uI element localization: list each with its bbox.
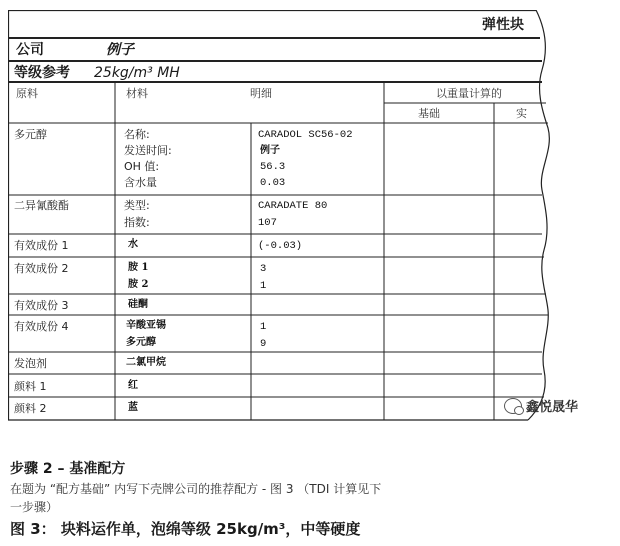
col-weight-header: 以重量计算的 <box>436 87 502 100</box>
step-description-line1: 在题为 “配方基础” 内写下壳牌公司的推荐配方 - 图 3 （TDI 计算见下 <box>10 482 382 496</box>
item-stannous-octoate: 辛酸亚锡 <box>126 320 166 331</box>
value-polyol: 9 <box>260 338 267 350</box>
value-oh: 56.3 <box>260 161 286 173</box>
item-silicone: 硅酮 <box>128 299 148 310</box>
value-amine-2: 1 <box>260 280 267 292</box>
raw-blowing-agent: 发泡剂 <box>14 357 47 370</box>
value-amine-1: 3 <box>260 263 267 275</box>
raw-active-1: 有效成份 1 <box>14 239 69 252</box>
col-raw-header: 原料 <box>16 87 38 100</box>
item-send-time: 发送时间: <box>124 144 172 157</box>
step-description-line2: 一步骤） <box>10 500 59 514</box>
value-polyol-name: CARADOL SC56-02 <box>258 129 353 141</box>
item-name: 名称: <box>124 128 150 141</box>
item-water-content: 含水量 <box>124 176 157 189</box>
col-base-header: 基础 <box>418 107 440 120</box>
col-material-header: 材料 <box>126 87 148 100</box>
item-red: 红 <box>128 380 138 391</box>
raw-isocyanate: 二异氰酸酯 <box>14 199 69 212</box>
raw-active-2: 有效成份 2 <box>14 262 69 275</box>
value-isocyanate-type: CARADATE 80 <box>258 200 328 212</box>
company-label: 公司 <box>16 42 44 58</box>
item-oh-value: OH 值: <box>124 160 160 173</box>
item-water: 水 <box>128 239 138 250</box>
item-amine-1: 胺 1 <box>128 262 149 273</box>
formulation-sheet <box>8 10 552 428</box>
item-dichloromethane: 二氯甲烷 <box>126 357 166 368</box>
item-type: 类型: <box>124 199 150 212</box>
grade-value: 25kg/m³ MH <box>94 65 180 81</box>
col-actual-header: 实 <box>516 107 527 120</box>
grade-label: 等级参考 <box>14 65 70 81</box>
raw-active-3: 有效成份 3 <box>14 299 69 312</box>
item-amine-2: 胺 2 <box>128 279 149 290</box>
wechat-icon <box>504 398 522 414</box>
raw-pigment-2: 颜料 2 <box>14 402 47 415</box>
sheet-grid <box>8 10 552 428</box>
value-water: 0.03 <box>260 177 286 189</box>
item-index: 指数: <box>124 216 150 229</box>
value-send-time: 例子 <box>260 145 280 156</box>
value-water-active: (-0.03) <box>258 240 303 252</box>
raw-active-4: 有效成份 4 <box>14 320 69 333</box>
step-title: 步骤 2 – 基准配方 <box>10 461 126 477</box>
item-polyol: 多元醇 <box>126 337 156 348</box>
watermark <box>504 396 578 415</box>
value-stannous-octoate: 1 <box>260 321 267 333</box>
figure-caption: 图 3： 块料运作单，泡绵等级 25kg/m³，中等硬度 <box>10 520 361 538</box>
sheet-title: 弹性块 <box>482 17 524 33</box>
item-blue: 蓝 <box>128 402 138 413</box>
watermark-text: 鑫悦晟华 <box>525 400 578 415</box>
value-index: 107 <box>258 217 277 229</box>
col-detail-header: 明细 <box>250 87 272 100</box>
raw-polyol: 多元醇 <box>14 128 47 141</box>
company-value: 例子 <box>106 42 134 58</box>
raw-pigment-1: 颜料 1 <box>14 380 47 393</box>
